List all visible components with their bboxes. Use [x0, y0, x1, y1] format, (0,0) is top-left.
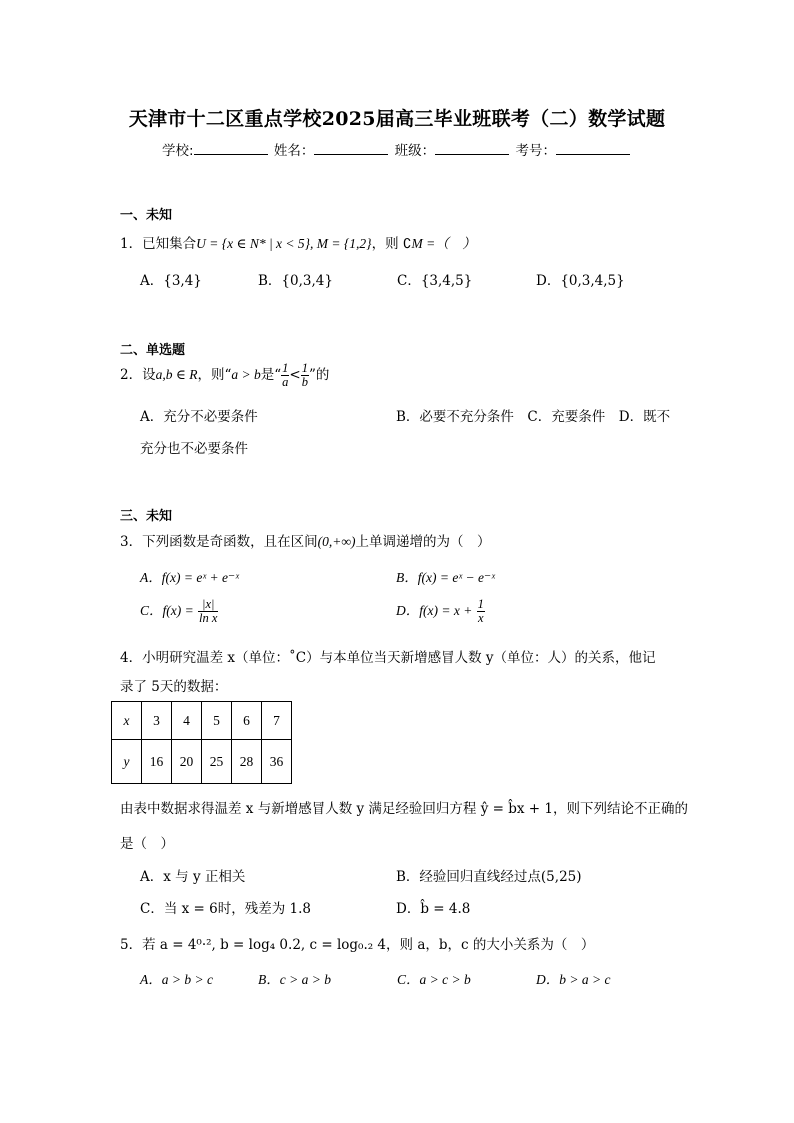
q3-optc-pre: C．f(x) = — [140, 603, 194, 619]
q3-option-b: B．f(x) = eˣ − e⁻ˣ — [396, 570, 495, 585]
q1-option-d: D．{0,3,4,5} — [536, 273, 625, 289]
name-blank — [314, 142, 388, 155]
q5-option-a: A．a > b > c — [140, 972, 213, 987]
question-3-stem — [120, 530, 490, 550]
question-1-stem — [120, 232, 476, 252]
section-heading-3: 三、未知 — [120, 509, 173, 524]
q1-suffix: ，则 ∁ — [371, 236, 412, 252]
table-cell: x — [112, 702, 142, 740]
q3-optc-den: ln x — [199, 611, 218, 626]
question-5-stem: 5．若 a = 4⁰·², b = log₄ 0.2, c = log₀.₂ 4，则 a，b，c 的大小关系为（ ） — [120, 937, 595, 953]
class-label: 班级： — [394, 143, 436, 159]
table-cell: 36 — [262, 740, 292, 784]
table-cell: 28 — [232, 740, 262, 784]
q1-option-b: B．{0,3,4} — [258, 273, 333, 289]
table-cell: y — [112, 740, 142, 784]
q2-frac1-den: a — [282, 375, 289, 390]
q4-option-a: A．x 与 y 正相关 — [140, 869, 246, 885]
q2-option-bcd: B．必要不充分条件 C．充要条件 D．既不 — [396, 409, 671, 425]
q4-option-c: C．当 x = 6时，残差为 1.8 — [140, 901, 311, 917]
question-2-stem — [120, 362, 329, 389]
name-label: 姓名： — [273, 143, 315, 159]
q3-optd-frac — [477, 598, 485, 625]
section-heading-2: 二、单选题 — [120, 343, 186, 358]
q2-cond: a > b — [231, 367, 261, 383]
table-cell: 3 — [142, 702, 172, 740]
q2-tail: ”的 — [308, 367, 330, 384]
number-label: 考号： — [515, 143, 556, 159]
table-cell: 5 — [202, 702, 232, 740]
question-4-line-1: 4．小明研究温差 x（单位：˚C）与本单位当天新增感冒人数 y（单位：人）的关系，他记 — [120, 650, 656, 666]
q3-option-c — [140, 598, 218, 625]
table-cell: 20 — [172, 740, 202, 784]
q2-option-a: A．充分不必要条件 — [140, 409, 258, 425]
q2-frac2-num: 1 — [301, 361, 308, 375]
q3-optd-den: x — [477, 611, 484, 626]
q3-optc-num: |x| — [198, 598, 218, 612]
q2-mid2: 是“ — [260, 367, 282, 384]
student-info-line — [0, 139, 794, 159]
table-cell: 6 — [232, 702, 262, 740]
q2-mid: ，则“ — [197, 367, 232, 384]
q1-option-c: C．{3,4,5} — [397, 273, 473, 289]
q3-optd-pre: D．f(x) = x + — [396, 603, 473, 619]
q2-option-d-cont: 充分也不必要条件 — [140, 441, 248, 457]
q2-frac1-num: 1 — [282, 361, 289, 375]
section-heading-1: 一、未知 — [120, 208, 173, 223]
q2-frac2-den: b — [301, 375, 308, 390]
page-title: 天津市十二区重点学校2025届高三毕业班联考（二）数学试题 — [128, 108, 666, 130]
q1-set-u: U = {x ∈ N* | x < 5}, M = {1,2} — [196, 236, 372, 251]
q2-lt: < — [289, 367, 301, 384]
table-cell: 7 — [262, 702, 292, 740]
q1-option-a: A．{3,4} — [140, 273, 202, 289]
table-row — [112, 740, 292, 784]
q2-frac-2 — [301, 362, 309, 389]
question-4-line-4: 是（ ） — [120, 836, 174, 852]
q3-optd-num: 1 — [477, 597, 484, 611]
q2-vars: a,b ∈ R — [155, 367, 198, 383]
q3-option-d — [396, 598, 485, 625]
q5-option-d: D．b > a > c — [536, 972, 611, 987]
q1-tail: M =（ ） — [411, 236, 476, 251]
q3-interval: (0,+∞) — [317, 534, 356, 549]
table-row — [112, 702, 292, 740]
school-label: 学校: — [162, 143, 194, 159]
q5-option-b: B．c > a > b — [258, 972, 331, 987]
table-cell: 25 — [202, 740, 232, 784]
school-blank — [194, 142, 268, 155]
question-4-line-3: 由表中数据求得温差 x 与新增感冒人数 y 满足经验回归方程 ŷ = b̂x + 1，则下列结论不正确的 — [120, 801, 688, 817]
q3-stem-pre: 3．下列函数是奇函数，且在区间 — [120, 534, 318, 550]
q1-prefix: 1．已知集合 — [120, 236, 197, 252]
class-blank — [435, 142, 509, 155]
number-blank — [556, 142, 630, 155]
q3-option-a: A．f(x) = eˣ + e⁻ˣ — [140, 570, 239, 585]
table-cell: 16 — [142, 740, 172, 784]
q4-option-b: B．经验回归直线经过点(5,25) — [396, 869, 582, 885]
question-4-line-2: 录了 5天的数据： — [120, 679, 228, 695]
q2-prefix: 2．设 — [120, 367, 156, 384]
q3-stem-post: 上单调递增的为（ ） — [355, 534, 491, 550]
q4-data-table — [111, 701, 292, 784]
table-cell: 4 — [172, 702, 202, 740]
q4-option-d: D．b̂ = 4.8 — [396, 901, 471, 917]
q5-option-c: C．a > c > b — [397, 972, 471, 987]
q3-optc-frac — [198, 598, 218, 625]
